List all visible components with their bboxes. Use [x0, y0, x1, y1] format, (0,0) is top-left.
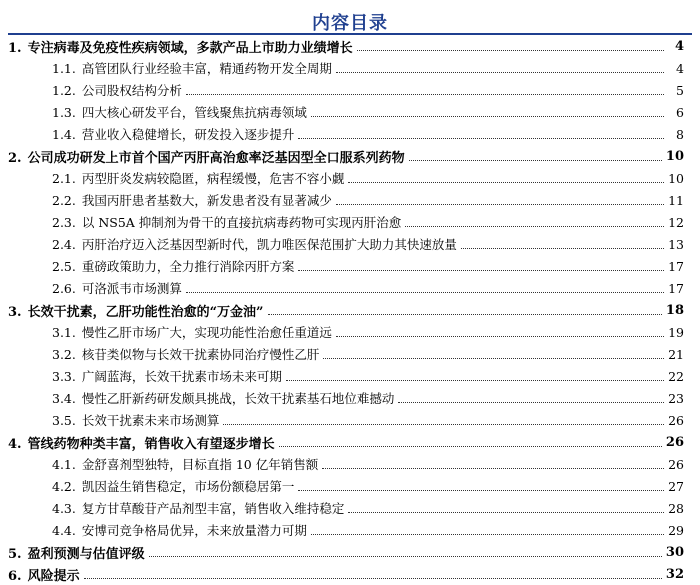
toc-page-number: 19	[668, 324, 684, 340]
toc-section-entry[interactable]	[0, 35, 700, 57]
toc-subsection-entry[interactable]	[0, 475, 700, 497]
dot-leader	[268, 314, 662, 315]
toc-entry-text: 盈利预测与估值评级	[27, 546, 145, 562]
dot-leader	[84, 578, 662, 579]
toc-entry-label	[52, 345, 319, 363]
toc-page-number: 8	[676, 126, 684, 142]
dot-leader	[461, 248, 664, 249]
toc-page-number: 32	[665, 566, 684, 582]
toc-entry-number: 3.5.	[52, 413, 76, 428]
toc-entry-text: 复方甘草酸苷产品剂型丰富，销售收入维持稳定	[81, 501, 345, 516]
toc-entry-text: 风险提示	[27, 568, 80, 584]
toc-entry-number: 1.4.	[52, 127, 76, 142]
toc-entry-text: 营业收入稳健增长，研发投入逐步提升	[81, 127, 295, 142]
toc-subsection-entry[interactable]	[0, 189, 700, 211]
toc-entry-label	[52, 169, 344, 187]
toc-entry-label	[52, 81, 182, 99]
toc-entry-number: 1.2.	[52, 83, 76, 98]
toc-entry-text: 公司股权结构分析	[81, 83, 182, 98]
toc-subsection-entry[interactable]	[0, 123, 700, 145]
toc-entry-number: 3.1.	[52, 325, 76, 340]
dot-leader	[186, 94, 664, 95]
toc-entry-number: 4.3.	[52, 501, 76, 516]
toc-entry-number: 2.6.	[52, 281, 76, 296]
toc-entry-text: 长效干扰素，乙肝功能性治愈的“万金油”	[27, 304, 264, 320]
toc-entry-number: 1.	[8, 40, 22, 56]
toc-subsection-entry[interactable]	[0, 211, 700, 233]
toc-entry-label	[52, 455, 318, 473]
dot-leader	[298, 270, 664, 271]
dot-leader	[336, 204, 664, 205]
toc-section-entry[interactable]	[0, 541, 700, 563]
toc-entry-text: 专注病毒及免疫性疾病领域，多款产品上市助力业绩增长	[27, 40, 353, 56]
toc-entry-label	[8, 543, 145, 562]
toc-subsection-entry[interactable]	[0, 497, 700, 519]
dot-leader	[311, 116, 664, 117]
dot-leader	[348, 182, 664, 183]
toc-entry-label	[52, 389, 394, 407]
toc-title: 内容目录	[312, 13, 388, 34]
toc-entry-number: 5.	[8, 546, 22, 562]
dot-leader	[279, 446, 662, 447]
dot-leader	[286, 380, 664, 381]
toc-subsection-entry[interactable]	[0, 57, 700, 79]
toc-subsection-entry[interactable]	[0, 277, 700, 299]
toc-entry-text: 高管团队行业经验丰富，精通药物开发全周期	[81, 61, 332, 76]
toc-section-entry[interactable]	[0, 145, 700, 167]
toc-subsection-entry[interactable]	[0, 321, 700, 343]
toc-entry-label	[52, 323, 332, 341]
toc-section-entry[interactable]	[0, 563, 700, 585]
dot-leader	[409, 160, 662, 161]
toc-page-number: 23	[668, 390, 684, 406]
toc-entry-label	[8, 433, 275, 452]
toc-entry-label	[8, 37, 353, 56]
toc-entry-text: 安博司竞争格局优异，未来放量潜力可期	[81, 523, 307, 538]
toc-entry-text: 四大核心研发平台，管线聚焦抗病毒领域	[81, 105, 307, 120]
toc-entry-text: 丙型肝炎发病较隐匿，病程缓慢，危害不容小觑	[81, 171, 345, 186]
toc-subsection-entry[interactable]	[0, 409, 700, 431]
toc-entry-text: 丙肝治疗迈入泛基因型新时代，凯力唯医保范围扩大助力其快速放量	[81, 237, 457, 252]
dot-leader	[323, 358, 664, 359]
toc-page-number: 26	[665, 434, 684, 450]
toc-entry-label	[52, 521, 307, 539]
toc-entry-text: 核苷类似物与长效干扰素协同治疗慢性乙肝	[81, 347, 320, 362]
toc-page-number: 4	[676, 60, 684, 76]
toc-page-number: 10	[665, 148, 684, 164]
toc-entry-label	[52, 257, 294, 275]
dot-leader	[405, 226, 664, 227]
toc-entry-number: 3.2.	[52, 347, 76, 362]
toc-page-number: 11	[668, 192, 684, 208]
toc-entry-number: 4.1.	[52, 457, 76, 472]
toc-page-number: 29	[668, 522, 684, 538]
toc-entry-label	[8, 147, 405, 166]
toc-entry-label	[8, 301, 264, 320]
toc-entry-number: 2.5.	[52, 259, 76, 274]
toc-entry-text: 公司成功研发上市首个国产丙肝高治愈率泛基因型全口服系列药物	[27, 150, 405, 166]
toc-page-number: 28	[668, 500, 684, 516]
toc-entry-number: 3.4.	[52, 391, 76, 406]
toc-page-number: 21	[668, 346, 684, 362]
toc-entry-label	[52, 103, 307, 121]
toc-entry-label	[52, 191, 332, 209]
toc-entry-number: 1.3.	[52, 105, 76, 120]
toc-entry-number: 3.	[8, 304, 22, 320]
dot-leader	[357, 50, 664, 51]
toc-subsection-entry[interactable]	[0, 343, 700, 365]
toc-entry-label	[52, 59, 332, 77]
toc-entry-number: 2.4.	[52, 237, 76, 252]
toc-page-number: 22	[668, 368, 684, 384]
toc-entry-number: 3.3.	[52, 369, 76, 384]
dot-leader	[223, 424, 664, 425]
dot-leader	[398, 402, 664, 403]
toc-entry-text: 凯因益生销售稳定，市场份额稳居第一	[81, 479, 295, 494]
dot-leader	[322, 468, 664, 469]
toc-entry-label	[52, 125, 294, 143]
toc-subsection-entry[interactable]	[0, 167, 700, 189]
toc-subsection-entry[interactable]	[0, 79, 700, 101]
dot-leader	[186, 292, 664, 293]
toc-subsection-entry[interactable]	[0, 453, 700, 475]
toc-entry-number: 2.	[8, 150, 22, 166]
toc-entry-label	[52, 477, 294, 495]
toc-subsection-entry[interactable]	[0, 255, 700, 277]
toc-entry-text: 重磅政策助力，全力推行消除丙肝方案	[81, 259, 295, 274]
toc-page-number: 26	[668, 456, 684, 472]
toc-entry-text: 可洛派韦市场测算	[81, 281, 182, 296]
toc-entry-number: 1.1.	[52, 61, 76, 76]
toc-entry-text: 慢性乙肝市场广大，实现功能性治愈任重道远	[81, 325, 332, 340]
dot-leader	[348, 512, 664, 513]
toc-page-number: 13	[668, 236, 684, 252]
toc-subsection-entry[interactable]	[0, 101, 700, 123]
toc-entry-number: 4.2.	[52, 479, 76, 494]
toc-entry-text: 管线药物种类丰富，销售收入有望逐步增长	[27, 436, 275, 452]
toc-subsection-entry[interactable]	[0, 233, 700, 255]
toc-entry-text: 金舒喜剂型独特，目标直指 10 亿年销售额	[81, 457, 319, 472]
toc-entry-number: 2.2.	[52, 193, 76, 208]
toc-page-number: 5	[676, 82, 684, 98]
toc-entry-text: 我国丙肝患者基数大，新发患者没有显著减少	[81, 193, 332, 208]
toc-entry-number: 4.4.	[52, 523, 76, 538]
toc-entry-text: 长效干扰素未来市场测算	[81, 413, 220, 428]
toc-page-number: 18	[665, 302, 684, 318]
dot-leader	[149, 556, 662, 557]
toc-subsection-entry[interactable]	[0, 365, 700, 387]
toc-subsection-entry[interactable]	[0, 519, 700, 541]
dot-leader	[336, 336, 664, 337]
toc-entry-label	[52, 235, 457, 253]
dot-leader	[336, 72, 664, 73]
toc-entry-label	[52, 213, 401, 231]
toc-page-number: 10	[668, 170, 684, 186]
toc-page-number: 17	[668, 280, 684, 296]
toc-entry-text: 广阔蓝海，长效干扰素市场未来可期	[81, 369, 282, 384]
toc-entry-label	[52, 367, 282, 385]
toc-entry-text: 慢性乙肝新药研发颇具挑战，长效干扰素基石地位难撼动	[81, 391, 395, 406]
toc-page-number: 30	[665, 544, 684, 560]
toc-page-number: 27	[668, 478, 684, 494]
toc-entry-number: 4.	[8, 436, 22, 452]
toc-page-number: 26	[668, 412, 684, 428]
toc-entry-number: 2.3.	[52, 215, 76, 230]
toc-entry-number: 6.	[8, 568, 22, 584]
toc-entry-label	[8, 565, 80, 584]
toc-entry-label	[52, 411, 219, 429]
toc-entry-number: 2.1.	[52, 171, 76, 186]
dot-leader	[311, 534, 664, 535]
toc-list	[0, 35, 700, 585]
toc-page-number: 17	[668, 258, 684, 274]
toc-subsection-entry[interactable]	[0, 387, 700, 409]
toc-entry-text: 以 NS5A 抑制剂为骨干的直接抗病毒药物可实现丙肝治愈	[81, 215, 402, 230]
toc-section-entry[interactable]	[0, 299, 700, 321]
toc-page-number: 4	[674, 38, 684, 54]
toc-entry-label	[52, 279, 182, 297]
toc-page-number: 6	[676, 104, 684, 120]
toc-section-entry[interactable]	[0, 431, 700, 453]
toc-page-number: 12	[668, 214, 684, 230]
dot-leader	[298, 138, 664, 139]
toc-entry-label	[52, 499, 344, 517]
dot-leader	[298, 490, 664, 491]
